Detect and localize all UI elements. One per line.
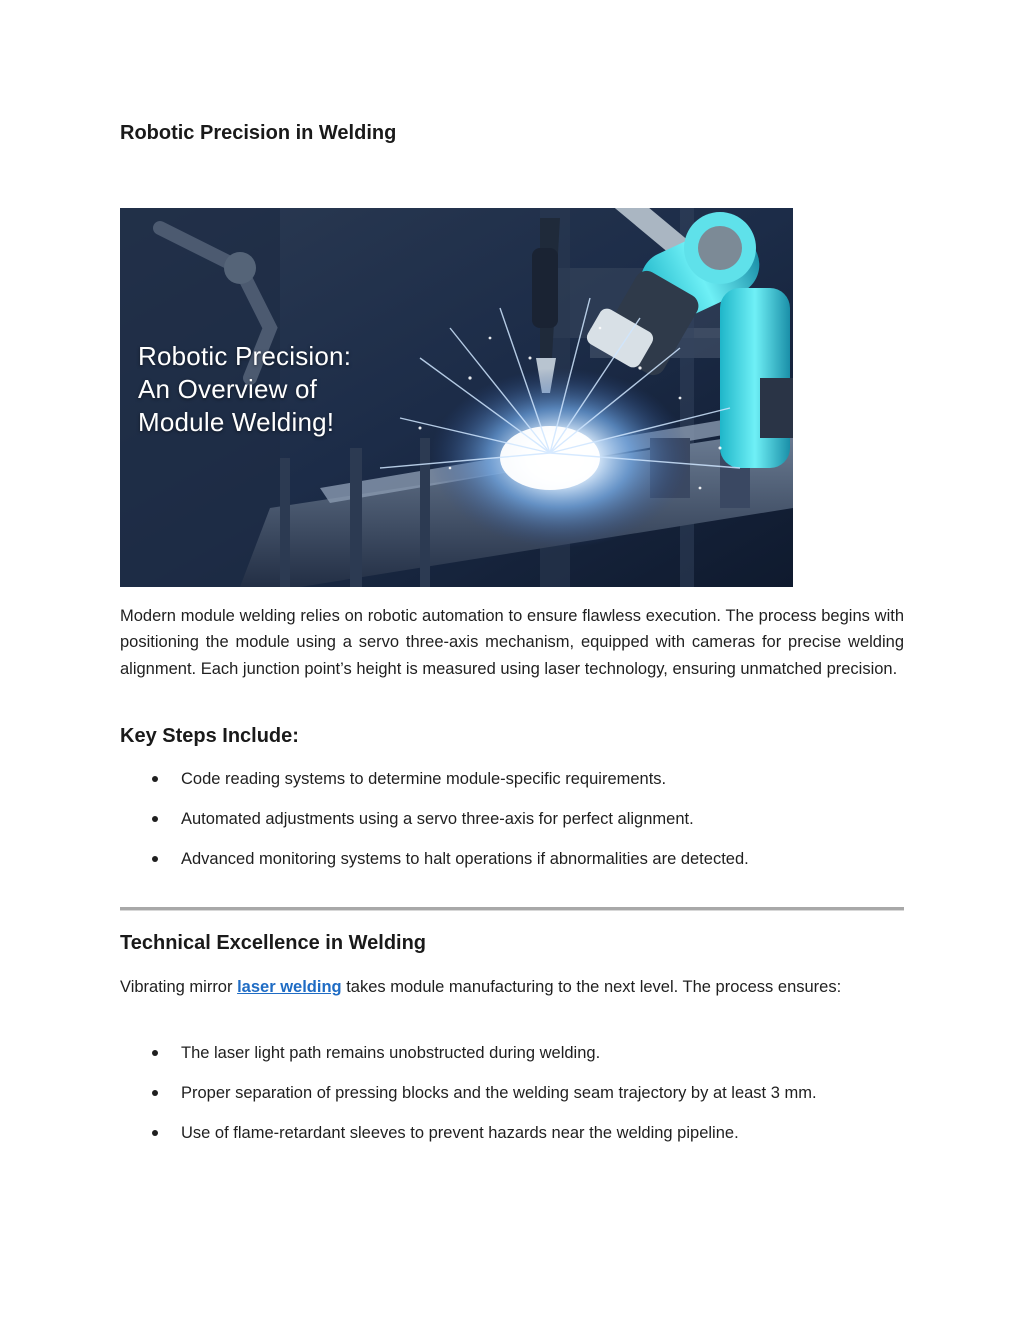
list-item	[120, 799, 904, 839]
bullet-icon	[152, 1130, 158, 1136]
bullet-icon	[152, 856, 158, 862]
bullet-icon	[152, 1090, 158, 1096]
horizontal-divider	[120, 907, 904, 911]
list-item-text: Automated adjustments using a servo three-axis for perfect alignment.	[181, 810, 694, 828]
list-item-text: Proper separation of pressing blocks and the welding seam trajectory by at least 3 mm.	[181, 1084, 817, 1102]
technical-paragraph	[120, 974, 904, 1000]
page-title: Robotic Precision in Welding	[120, 122, 397, 144]
bullet-icon	[152, 1050, 158, 1056]
hero-caption-line: Robotic Precision:	[138, 341, 352, 371]
hero-caption-line: Module Welding!	[138, 407, 335, 437]
list-item	[120, 1073, 904, 1113]
laser-welding-link[interactable]: laser welding	[237, 978, 342, 996]
list-item-text: The laser light path remains unobstructed during welding.	[181, 1044, 601, 1062]
intro-paragraph: Modern module welding relies on robotic automation to ensure flawless execution. The process begins with positioning the module using a servo three-axis mechanism, equipped with cameras for precise welding alignment. Each junction point’s height is measured using laser technology, ensuring unmatched precision.	[120, 607, 904, 678]
list-item	[120, 759, 904, 799]
bullet-icon	[152, 816, 158, 822]
list-item	[120, 839, 904, 879]
list-item-text: Use of flame-retardant sleeves to prevent hazards near the welding pipeline.	[181, 1124, 739, 1142]
list-item	[120, 1033, 904, 1073]
list-item-text: Advanced monitoring systems to halt operations if abnormalities are detected.	[181, 850, 749, 868]
technical-paragraph-end: takes module manufacturing to the next level. The process ensures:	[341, 978, 842, 996]
hero-image	[120, 208, 793, 587]
technical-list	[120, 1033, 904, 1153]
hero-caption	[138, 340, 351, 439]
list-item	[120, 1113, 904, 1153]
key-steps-list	[120, 759, 904, 879]
hero-caption-line: An Overview of	[138, 374, 318, 404]
technical-heading: Technical Excellence in Welding	[120, 932, 427, 954]
bullet-icon	[152, 776, 158, 782]
list-item-text: Code reading systems to determine module-specific requirements.	[181, 770, 667, 788]
key-steps-heading: Key Steps Include:	[120, 725, 299, 747]
technical-paragraph-start: Vibrating mirror	[120, 978, 238, 996]
